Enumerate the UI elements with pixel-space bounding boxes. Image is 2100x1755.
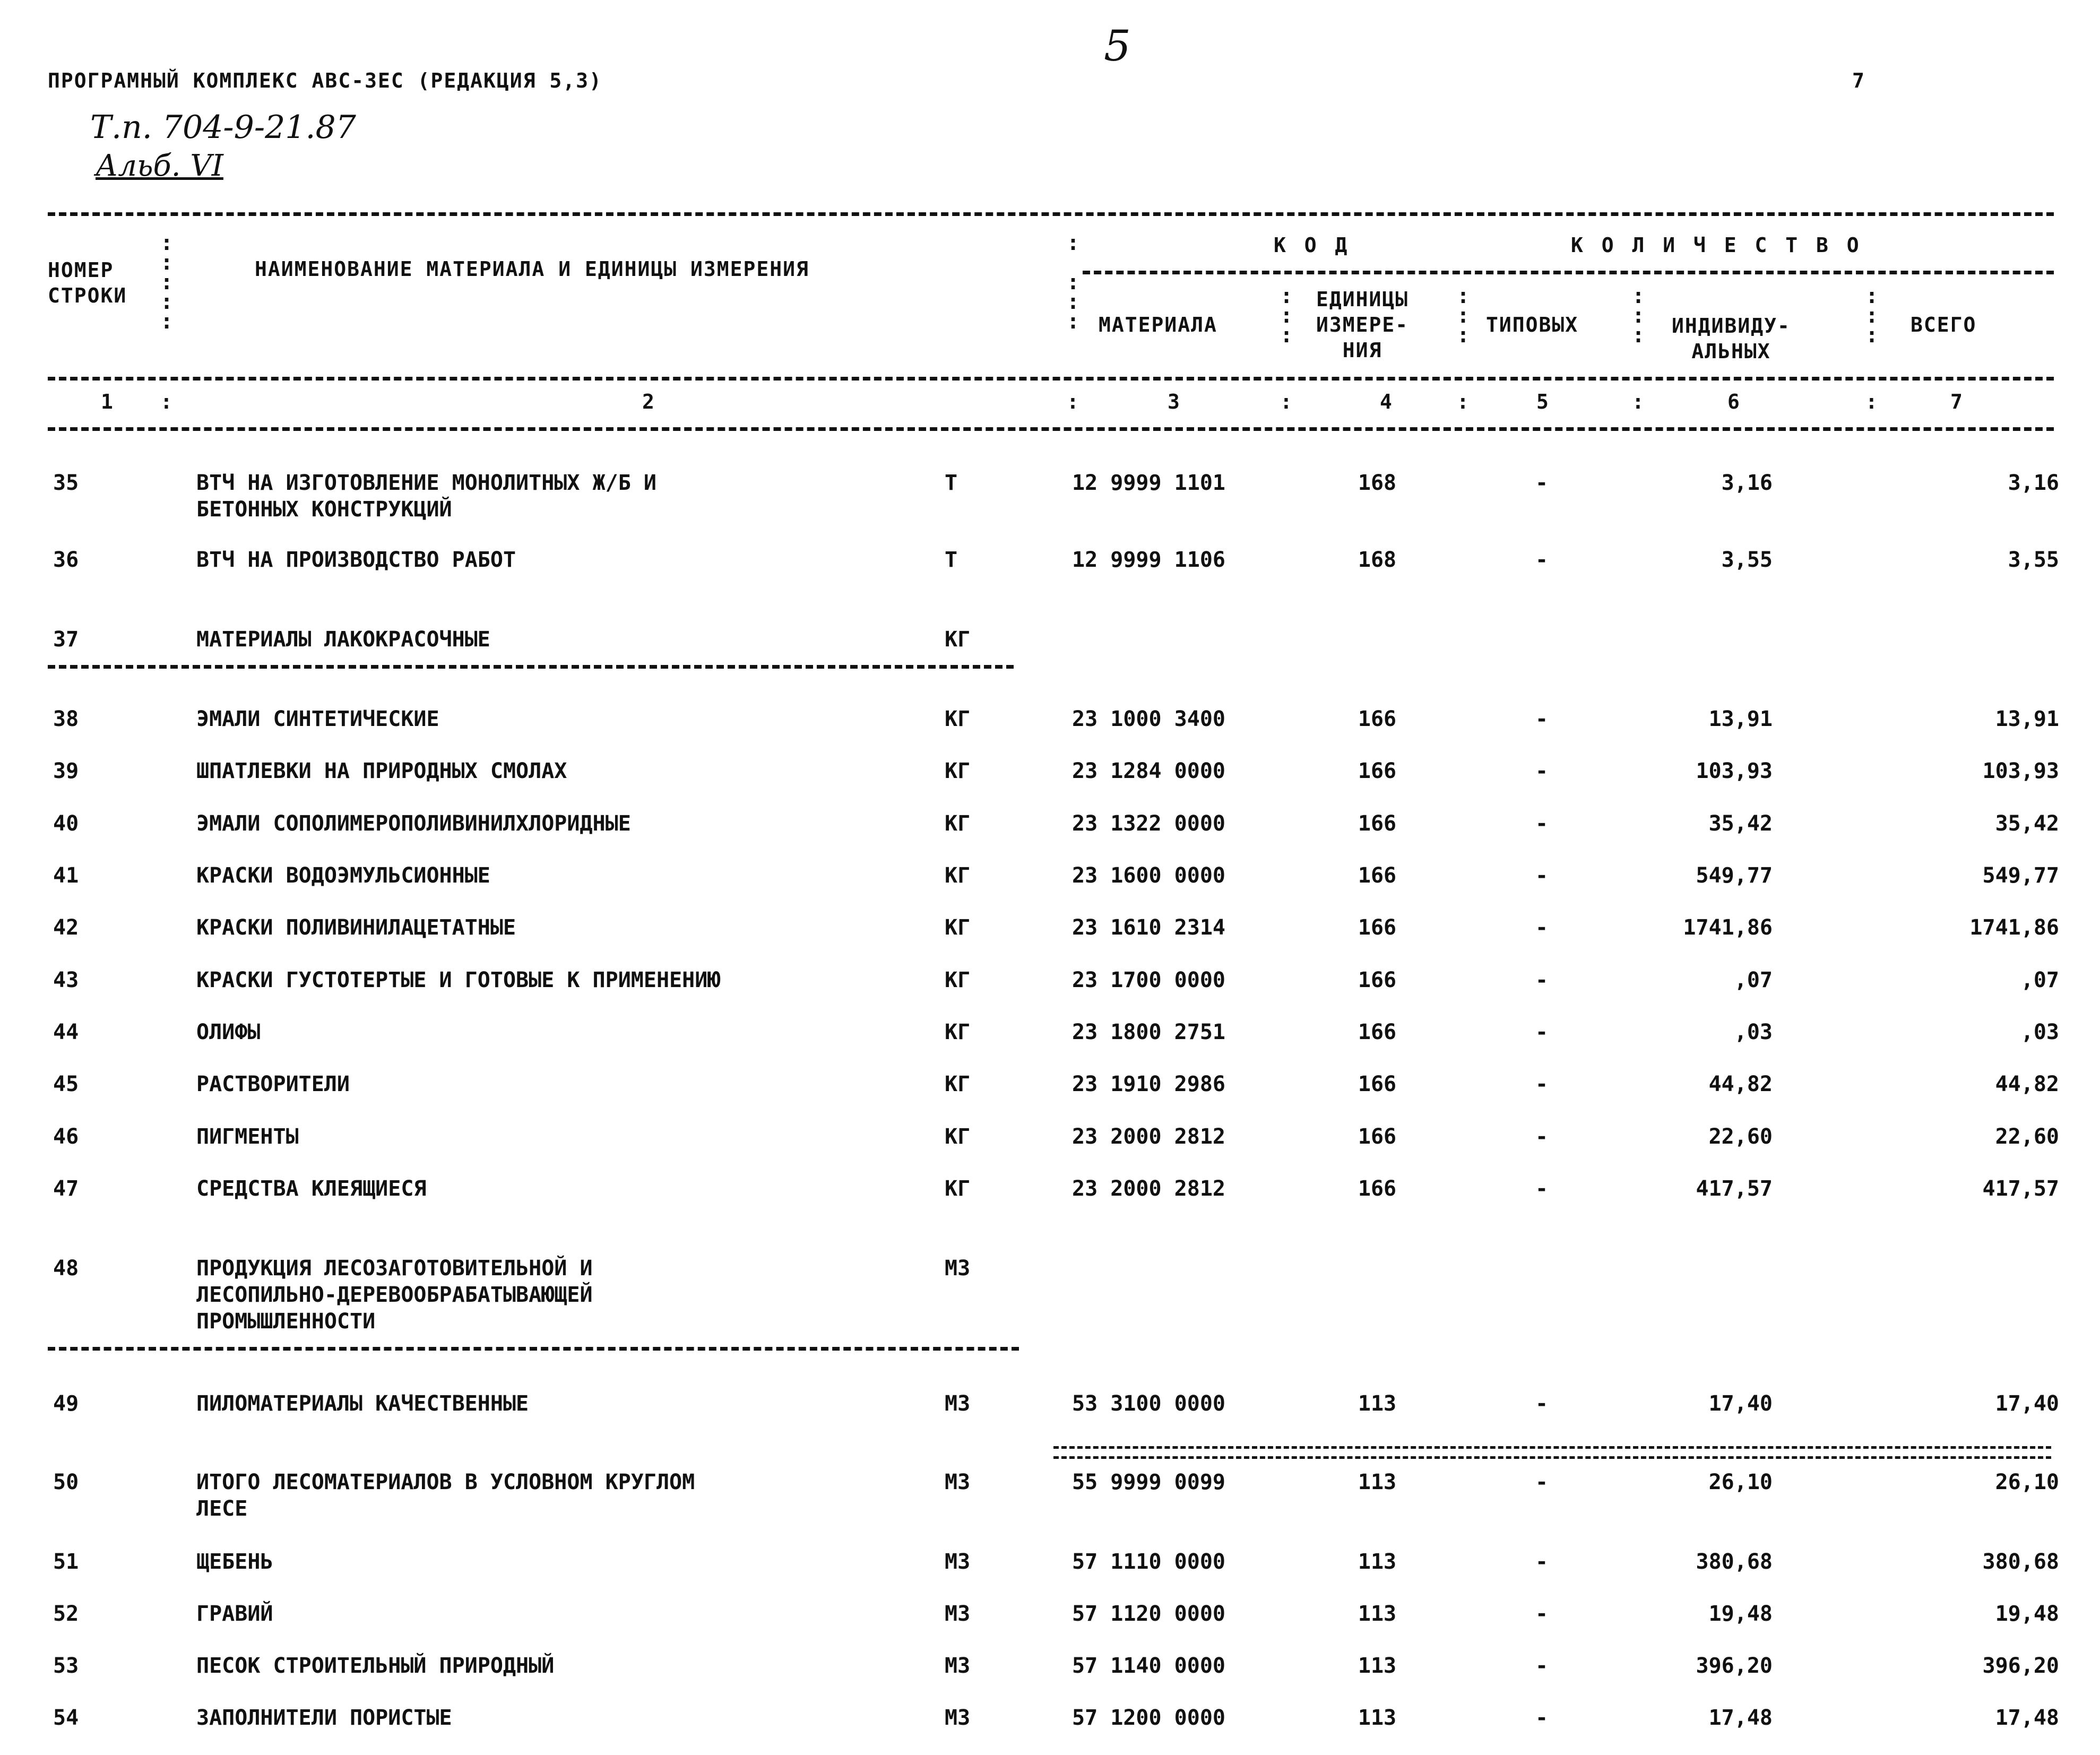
header-separator: : : : : :: [160, 231, 174, 334]
unit-code: 166: [1358, 1072, 1397, 1096]
material-name: [196, 758, 567, 784]
typical-quantity: -: [1535, 1550, 1549, 1574]
typical-quantity: -: [1535, 548, 1549, 572]
individual-quantity: 35,42: [1708, 811, 1773, 836]
row-number: 50: [53, 1470, 79, 1494]
header-code-group: К О Д: [1274, 234, 1351, 257]
unit: КГ: [945, 1072, 971, 1096]
material-name-line: ЭМАЛИ СОПОЛИМЕРОПОЛИВИНИЛХЛОРИДНЫЕ: [196, 811, 631, 836]
col-number-7: 7: [1950, 390, 1964, 413]
typical-quantity: -: [1535, 1602, 1549, 1626]
typical-quantity: -: [1535, 968, 1549, 992]
individual-quantity: 103,93: [1696, 759, 1773, 783]
individual-quantity: 549,77: [1696, 863, 1773, 888]
section-rule-timber: [48, 1347, 1019, 1351]
header-separator: : : :: [1632, 284, 1645, 348]
typical-quantity: -: [1535, 1020, 1549, 1044]
unit: КГ: [945, 707, 971, 731]
individual-quantity: 417,57: [1696, 1177, 1773, 1201]
col-number-separator: :: [1632, 390, 1645, 413]
header-separator: : : :: [1457, 284, 1470, 348]
material-name: [196, 862, 490, 889]
col-number-separator: :: [1067, 390, 1080, 413]
typical-quantity: -: [1535, 915, 1549, 940]
unit: КГ: [945, 1125, 971, 1149]
material-name-line: ЩЕБЕНЬ: [196, 1550, 273, 1574]
material-name-line: ЛЕСОПИЛЬНО-ДЕРЕВООБРАБАТЫВАЮЩЕЙ: [196, 1283, 593, 1307]
row-number: 49: [53, 1391, 79, 1416]
row-number: 54: [53, 1706, 79, 1730]
total-quantity: 22,60: [1995, 1125, 2059, 1149]
col-number-6: 6: [1727, 390, 1741, 413]
typical-quantity: -: [1535, 811, 1549, 836]
material-name: [196, 967, 720, 993]
unit-code: 113: [1358, 1470, 1397, 1494]
unit: КГ: [945, 915, 971, 940]
individual-quantity: 1741,86: [1683, 915, 1773, 940]
header-separator: : : : :: [1067, 231, 1080, 334]
total-quantity: 17,48: [1995, 1706, 2059, 1730]
material-code: 12 9999 1106: [1072, 548, 1225, 572]
material-name-line: МАТЕРИАЛЫ ЛАКОКРАСОЧНЫЕ: [196, 627, 490, 652]
unit-code: 166: [1358, 915, 1397, 940]
material-name-line: СРЕДСТВА КЛЕЯЩИЕСЯ: [196, 1177, 427, 1201]
individual-quantity: 19,48: [1708, 1602, 1773, 1626]
page-number: 7: [1852, 69, 1865, 92]
header-separator: : : :: [1280, 284, 1293, 348]
row-number: 41: [53, 863, 79, 888]
total-quantity: 396,20: [1982, 1654, 2059, 1678]
material-name-line: ИТОГО ЛЕСОМАТЕРИАЛОВ В УСЛОВНОМ КРУГЛОМ: [196, 1470, 695, 1494]
unit: КГ: [945, 968, 971, 992]
material-name: [196, 1601, 273, 1627]
material-name-line: ОЛИФЫ: [196, 1020, 261, 1044]
col-number-separator: :: [1457, 390, 1470, 413]
material-name-line: КРАСКИ ГУСТОТЕРТЫЕ И ГОТОВЫЕ К ПРИМЕНЕНИЮ: [196, 968, 721, 992]
unit-code: 113: [1358, 1654, 1397, 1678]
unit: КГ: [945, 1020, 971, 1044]
material-code: 23 1700 0000: [1072, 968, 1225, 992]
unit-code: 166: [1358, 811, 1397, 836]
material-name-line: БЕТОННЫХ КОНСТРУКЦИЙ: [196, 497, 452, 522]
material-name-line: ШПАТЛЕВКИ НА ПРИРОДНЫХ СМОЛАХ: [196, 759, 567, 783]
typical-quantity: -: [1535, 1125, 1549, 1149]
unit-code: 113: [1358, 1391, 1397, 1416]
row-number: 53: [53, 1654, 79, 1678]
individual-quantity: 17,40: [1708, 1391, 1773, 1416]
material-code: 23 1910 2986: [1072, 1072, 1225, 1096]
unit: М3: [945, 1470, 971, 1494]
typical-quantity: -: [1535, 707, 1549, 731]
total-quantity: 103,93: [1982, 759, 2059, 783]
material-name-line: ВТЧ НА ПРОИЗВОДСТВО РАБОТ: [196, 548, 516, 572]
material-name: [196, 470, 656, 523]
row-number: 42: [53, 915, 79, 940]
typical-quantity: -: [1535, 759, 1549, 783]
individual-quantity: 3,16: [1721, 471, 1773, 495]
header-row-number-line: СТРОКИ: [48, 284, 127, 307]
typical-quantity: -: [1535, 1177, 1549, 1201]
material-name-line: ГРАВИЙ: [196, 1602, 273, 1626]
material-name-line: ПРОДУКЦИЯ ЛЕСОЗАГОТОВИТЕЛЬНОЙ И: [196, 1256, 593, 1281]
total-quantity: 380,68: [1982, 1550, 2059, 1574]
total-quantity: 35,42: [1995, 811, 2059, 836]
section-rule-paints: [48, 665, 1014, 669]
unit-code: 113: [1358, 1550, 1397, 1574]
row-number: 44: [53, 1020, 79, 1044]
header-individual-line: ИНДИВИДУ-: [1672, 314, 1791, 338]
individual-quantity: ,07: [1734, 968, 1773, 992]
unit: М3: [945, 1256, 971, 1281]
total-quantity: 1741,86: [1969, 915, 2059, 940]
header-material-name: НАИМЕНОВАНИЕ МАТЕРИАЛА И ЕДИНИЦЫ ИЗМЕРЕНИЯ: [255, 257, 809, 281]
material-code: 23 1000 3400: [1072, 707, 1225, 731]
unit: М3: [945, 1654, 971, 1678]
unit-code: 166: [1358, 863, 1397, 888]
material-name: [196, 1175, 426, 1202]
row-number: 36: [53, 548, 79, 572]
individual-quantity: ,03: [1734, 1020, 1773, 1044]
total-quantity: 13,91: [1995, 707, 2059, 731]
unit-code: 166: [1358, 1125, 1397, 1149]
material-name: [196, 547, 516, 573]
material-name: [196, 1390, 529, 1417]
header-mid-rule: [48, 377, 2054, 381]
material-name: [196, 1071, 350, 1097]
material-code: 57 1120 0000: [1072, 1602, 1225, 1626]
material-name: [196, 1653, 554, 1679]
handwritten-project-number: Т.п. 704-9-21.87: [90, 109, 356, 146]
material-name-line: ПИЛОМАТЕРИАЛЫ КАЧЕСТВЕННЫЕ: [196, 1391, 529, 1416]
unit: КГ: [945, 1177, 971, 1201]
unit-code: 166: [1358, 968, 1397, 992]
header-unit-line: НИЯ: [1342, 339, 1382, 362]
unit-code: 168: [1358, 548, 1397, 572]
row-number: 37: [53, 627, 79, 652]
unit-code: 168: [1358, 471, 1397, 495]
material-name: [196, 1549, 273, 1575]
header-individual: [1672, 313, 1791, 364]
row-number: 38: [53, 707, 79, 731]
row-number: 47: [53, 1177, 79, 1201]
header-total: ВСЕГО: [1911, 313, 1977, 336]
typical-quantity: -: [1535, 1706, 1549, 1730]
material-name-line: ЛЕСЕ: [196, 1497, 248, 1521]
program-title: ПРОГРАМНЫЙ КОМПЛЕКС АВС-3ЕС (РЕДАКЦИЯ 5,3): [48, 69, 602, 92]
material-name: [196, 1255, 593, 1335]
total-quantity: 17,40: [1995, 1391, 2059, 1416]
total-quantity: 44,82: [1995, 1072, 2059, 1096]
individual-quantity: 3,55: [1721, 548, 1773, 572]
material-code: 57 1140 0000: [1072, 1654, 1225, 1678]
material-name: [196, 1705, 452, 1731]
header-unit-line: ЕДИНИЦЫ: [1316, 288, 1409, 311]
total-quantity: 3,16: [2008, 471, 2059, 495]
material-name: [196, 1019, 260, 1045]
header-individual-line: АЛЬНЫХ: [1691, 340, 1771, 363]
unit-code: 166: [1358, 759, 1397, 783]
typical-quantity: -: [1535, 1391, 1549, 1416]
handwritten-album-number: Альб. VI: [96, 149, 223, 183]
unit: КГ: [945, 811, 971, 836]
header-unit-code: [1316, 287, 1408, 363]
total-quantity: 19,48: [1995, 1602, 2059, 1626]
row-number: 35: [53, 471, 79, 495]
individual-quantity: 26,10: [1708, 1470, 1773, 1494]
col-number-separator: :: [160, 390, 174, 413]
header-quantity-group: К О Л И Ч Е С Т В О: [1571, 234, 1862, 257]
col-number-2: 2: [642, 390, 655, 413]
material-code: 23 1284 0000: [1072, 759, 1225, 783]
typical-quantity: -: [1535, 471, 1549, 495]
header-separator: : : :: [1865, 284, 1879, 348]
material-code: 12 9999 1101: [1072, 471, 1225, 495]
unit: КГ: [945, 627, 971, 652]
header-top-rule: [48, 212, 2054, 216]
total-quantity: 549,77: [1982, 863, 2059, 888]
material-name-line: ЭМАЛИ СИНТЕТИЧЕСКИЕ: [196, 707, 439, 731]
header-row-number: [48, 257, 127, 308]
material-name-line: ПИГМЕНТЫ: [196, 1125, 299, 1149]
unit: КГ: [945, 759, 971, 783]
row-number: 48: [53, 1256, 79, 1281]
typical-quantity: -: [1535, 863, 1549, 888]
col-number-separator: :: [1280, 390, 1293, 413]
material-code: 57 1110 0000: [1072, 1550, 1225, 1574]
row-number: 45: [53, 1072, 79, 1096]
unit: Т: [945, 548, 958, 572]
material-name-line: КРАСКИ ВОДОЭМУЛЬСИОННЫЕ: [196, 863, 490, 888]
row-number: 52: [53, 1602, 79, 1626]
material-name-line: ВТЧ НА ИЗГОТОВЛЕНИЕ МОНОЛИТНЫХ Ж/Б И: [196, 471, 656, 495]
unit: Т: [945, 471, 958, 495]
header-typical: ТИПОВЫХ: [1486, 313, 1579, 336]
individual-quantity: 13,91: [1708, 707, 1773, 731]
row-number: 46: [53, 1125, 79, 1149]
row-number: 43: [53, 968, 79, 992]
unit: М3: [945, 1706, 971, 1730]
individual-quantity: 17,48: [1708, 1706, 1773, 1730]
material-code: 23 2000 2812: [1072, 1177, 1225, 1201]
material-name-line: КРАСКИ ПОЛИВИНИЛАЦЕТАТНЫЕ: [196, 915, 516, 940]
material-code: 53 3100 0000: [1072, 1391, 1225, 1416]
unit: КГ: [945, 863, 971, 888]
col-number-3: 3: [1168, 390, 1181, 413]
col-number-1: 1: [101, 390, 114, 413]
material-code: 55 9999 0099: [1072, 1470, 1225, 1494]
material-code: 23 2000 2812: [1072, 1125, 1225, 1149]
material-name-line: ЗАПОЛНИТЕЛИ ПОРИСТЫЕ: [196, 1706, 452, 1730]
unit: М3: [945, 1550, 971, 1574]
page-mark: 5: [1104, 21, 1131, 71]
individual-quantity: 22,60: [1708, 1125, 1773, 1149]
typical-quantity: -: [1535, 1072, 1549, 1096]
material-name: [196, 626, 490, 653]
unit-code: 113: [1358, 1706, 1397, 1730]
unit-code: 166: [1358, 1177, 1397, 1201]
total-quantity: ,03: [2020, 1020, 2059, 1044]
row-number: 51: [53, 1550, 79, 1574]
row-number: 40: [53, 811, 79, 836]
typical-quantity: -: [1535, 1654, 1549, 1678]
total-quantity: ,07: [2020, 968, 2059, 992]
material-name: [196, 1123, 299, 1150]
material-name: [196, 914, 516, 941]
col-number-5: 5: [1536, 390, 1550, 413]
unit-code: 166: [1358, 707, 1397, 731]
unit-code: 166: [1358, 1020, 1397, 1044]
individual-quantity: 380,68: [1696, 1550, 1773, 1574]
material-name: [196, 1469, 695, 1522]
individual-quantity: 44,82: [1708, 1072, 1773, 1096]
unit: М3: [945, 1391, 971, 1416]
material-name-line: ПРОМЫШЛЕННОСТИ: [196, 1309, 376, 1334]
total-quantity: 417,57: [1982, 1177, 2059, 1201]
material-name: [196, 810, 631, 837]
total-quantity: 3,55: [2008, 548, 2059, 572]
header-bottom-rule: [48, 427, 2054, 431]
total-double-rule: [1053, 1446, 2051, 1459]
material-name-line: ПЕСОК СТРОИТЕЛЬНЫЙ ПРИРОДНЫЙ: [196, 1654, 555, 1678]
total-quantity: 26,10: [1995, 1470, 2059, 1494]
material-code: 23 1800 2751: [1072, 1020, 1225, 1044]
header-row-number-line: НОМЕР: [48, 258, 114, 282]
header-material-code: МАТЕРИАЛА: [1099, 313, 1217, 336]
col-number-separator: :: [1865, 390, 1879, 413]
material-name-line: РАСТВОРИТЕЛИ: [196, 1072, 350, 1096]
unit: М3: [945, 1602, 971, 1626]
header-sub-rule: [1083, 271, 2054, 274]
unit-code: 113: [1358, 1602, 1397, 1626]
individual-quantity: 396,20: [1696, 1654, 1773, 1678]
col-number-4: 4: [1380, 390, 1393, 413]
material-code: 23 1610 2314: [1072, 915, 1225, 940]
typical-quantity: -: [1535, 1470, 1549, 1494]
material-name: [196, 706, 439, 732]
header-unit-line: ИЗМЕРЕ-: [1316, 313, 1409, 336]
material-code: 57 1200 0000: [1072, 1706, 1225, 1730]
material-code: 23 1322 0000: [1072, 811, 1225, 836]
row-number: 39: [53, 759, 79, 783]
material-code: 23 1600 0000: [1072, 863, 1225, 888]
